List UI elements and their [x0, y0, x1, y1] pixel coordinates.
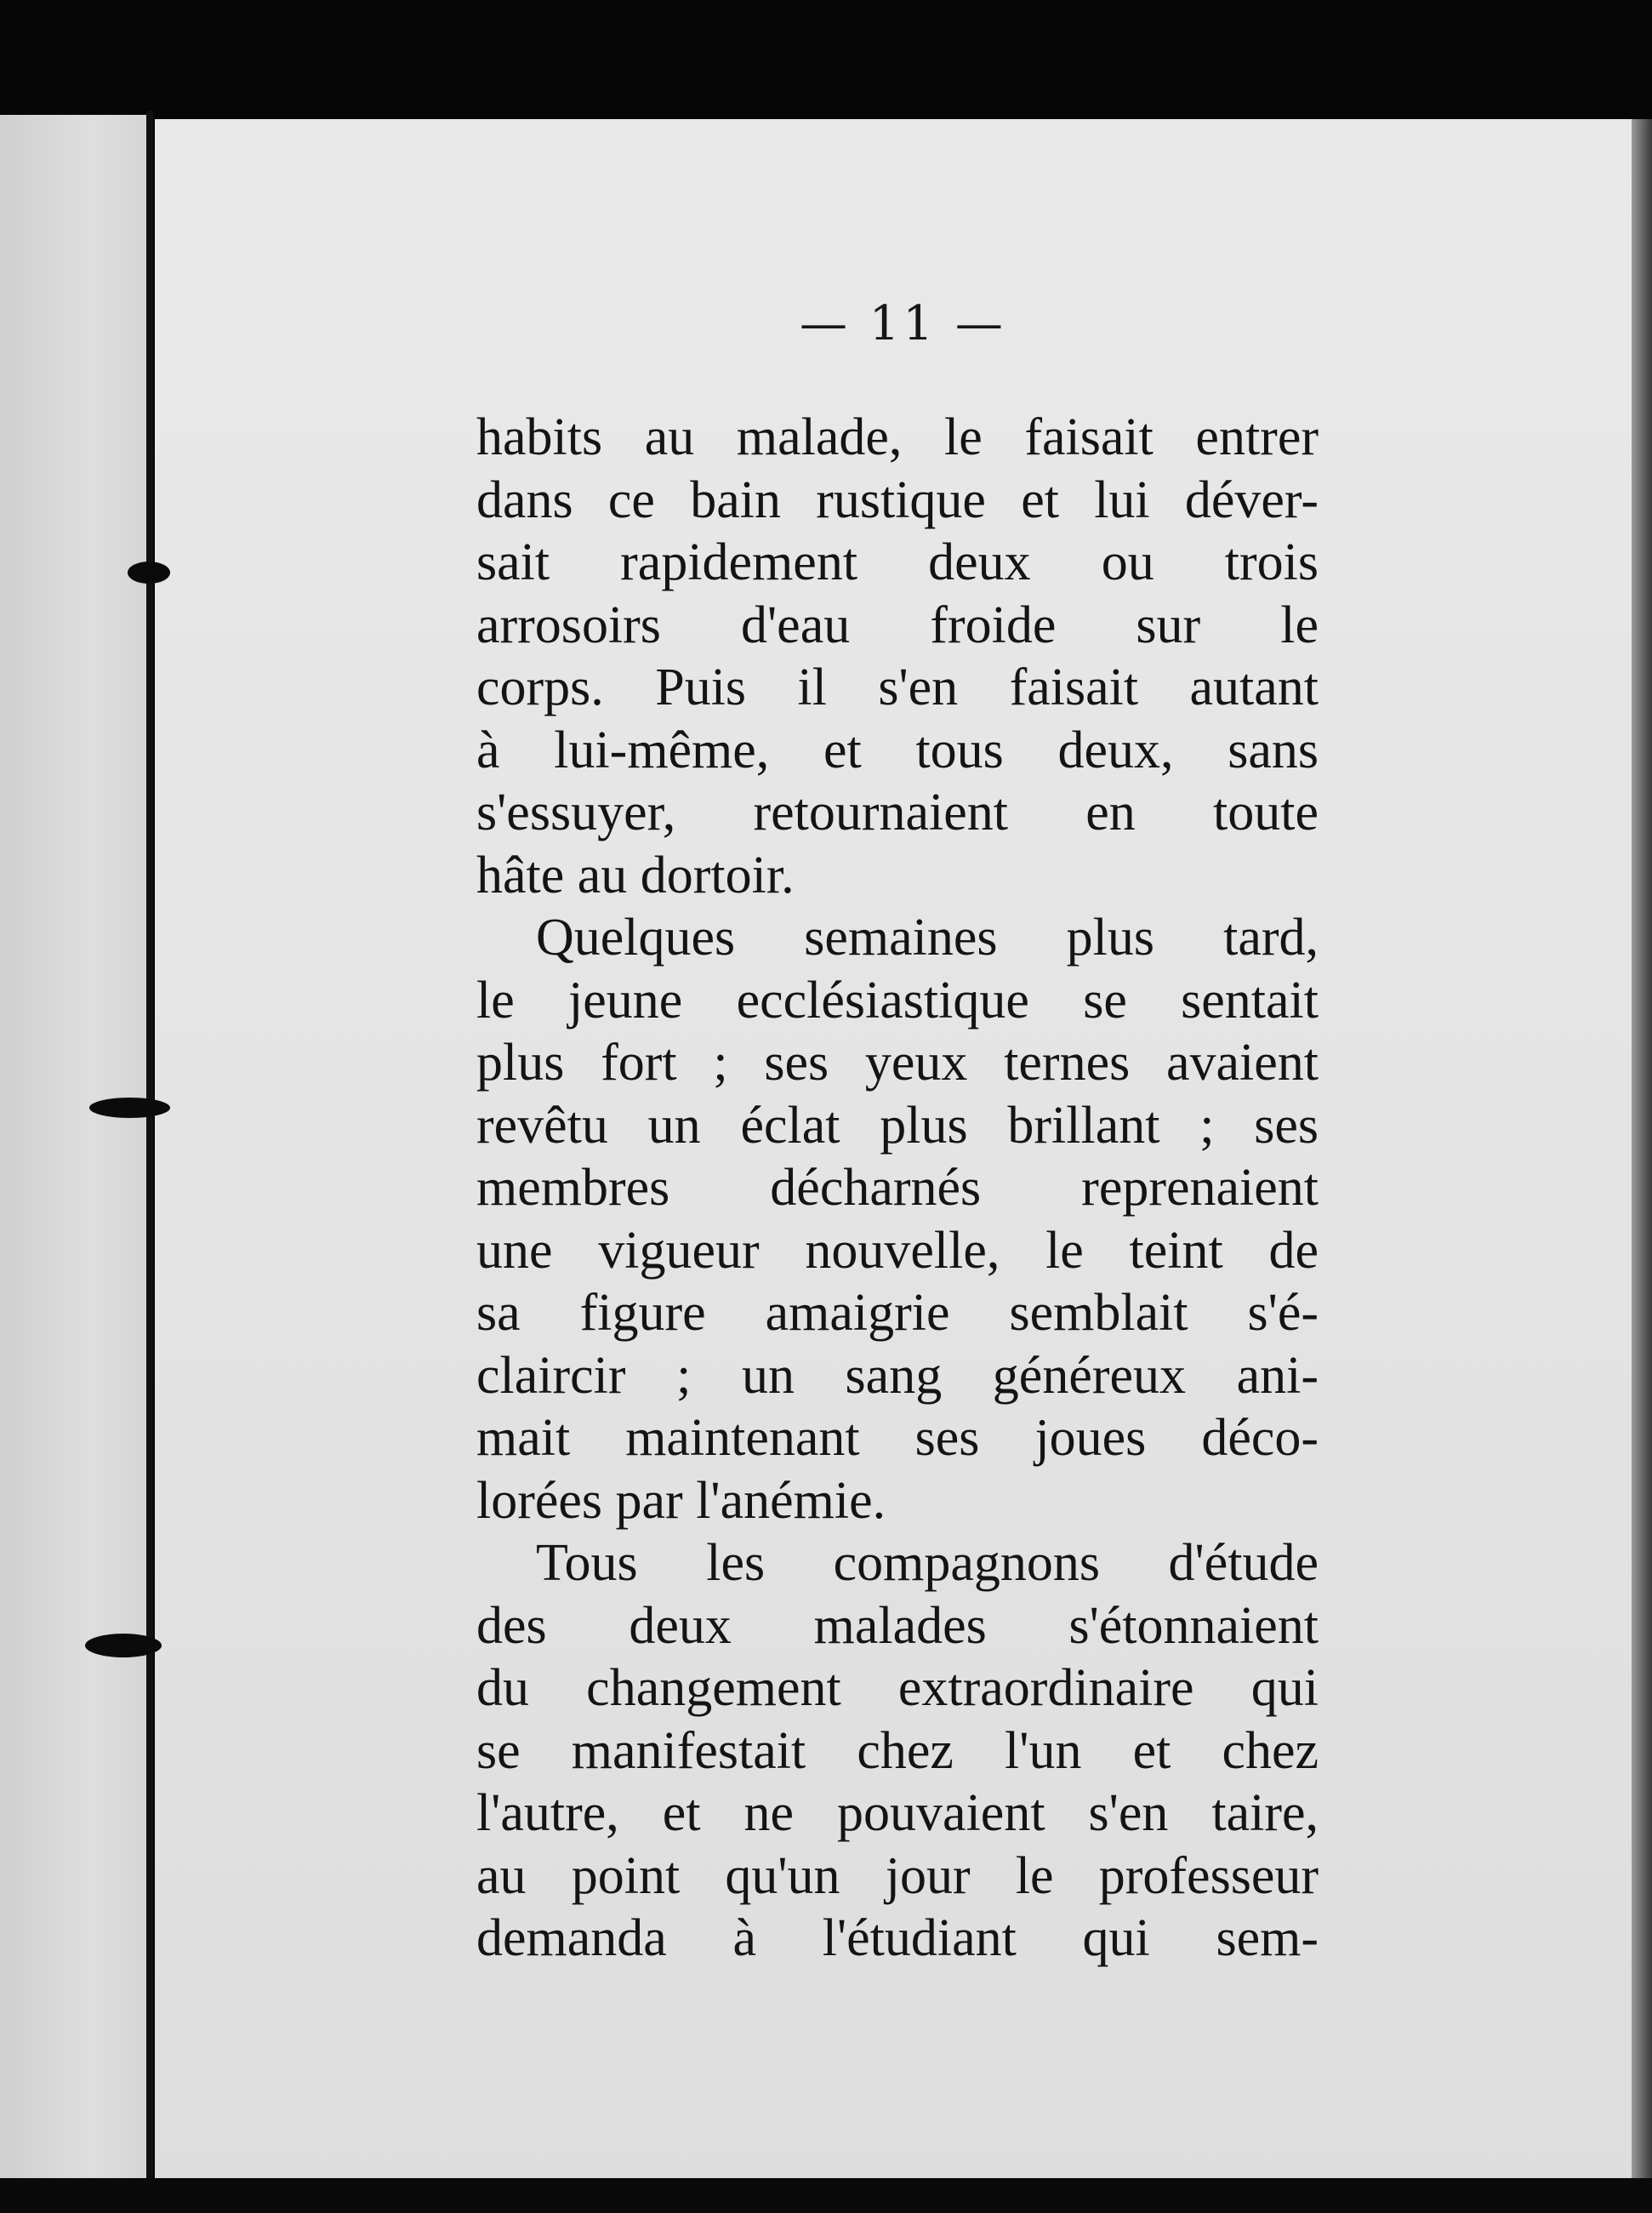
- text-line: se manifestait chez l'un et chez: [476, 1721, 1319, 1780]
- scanner-bottom-edge: [0, 2178, 1652, 2213]
- text-line: dans ce bain rustique et lui déver-: [476, 471, 1319, 529]
- text-line: demanda à l'étudiant qui sem-: [476, 1909, 1319, 1967]
- text-line: habits au malade, le faisait entrer: [476, 408, 1319, 466]
- text-line: Tous les compagnons d'étude: [536, 1534, 1319, 1592]
- page-number: — 11 —: [800, 296, 1006, 351]
- binding-stitch-1: [128, 562, 170, 584]
- text-line: à lui-même, et tous deux, sans: [476, 721, 1319, 779]
- text-line: hâte au dortoir.: [476, 846, 795, 904]
- text-line: arrosoirs d'eau froide sur le: [476, 596, 1319, 654]
- previous-page-edge: [0, 115, 153, 2213]
- text-line: au point qu'un jour le professeur: [476, 1846, 1319, 1905]
- text-line: des deux malades s'étonnaient: [476, 1596, 1319, 1655]
- text-line: mait maintenant ses joues déco-: [476, 1409, 1319, 1467]
- binding-stitch-3: [85, 1634, 162, 1657]
- text-line: Quelques semaines plus tard,: [536, 909, 1319, 967]
- text-line: le jeune ecclésiastique se sentait: [476, 971, 1319, 1030]
- text-line: lorées par l'anémie.: [476, 1471, 886, 1530]
- binding-stitch-2: [89, 1098, 170, 1118]
- text-line: claircir ; un sang généreux ani-: [476, 1346, 1319, 1405]
- page-right-edge: [1632, 119, 1652, 2213]
- page-text: [476, 407, 1319, 1971]
- text-line: du changement extraordinaire qui: [476, 1659, 1319, 1717]
- text-line: sa figure amaigrie semblait s'é-: [476, 1284, 1319, 1342]
- text-line: membres décharnés reprenaient: [476, 1159, 1319, 1217]
- text-line: s'essuyer, retournaient en toute: [476, 784, 1319, 841]
- text-line: plus fort ; ses yeux ternes avaient: [476, 1034, 1319, 1092]
- text-line: une vigueur nouvelle, le teint de: [476, 1221, 1319, 1280]
- text-line: sait rapidement deux ou trois: [476, 533, 1319, 591]
- page-gutter: [146, 111, 153, 2213]
- text-line: l'autre, et ne pouvaient s'en taire,: [476, 1784, 1319, 1842]
- text-line: corps. Puis il s'en faisait autant: [476, 659, 1319, 716]
- text-line: revêtu un éclat plus brillant ; ses: [476, 1096, 1319, 1155]
